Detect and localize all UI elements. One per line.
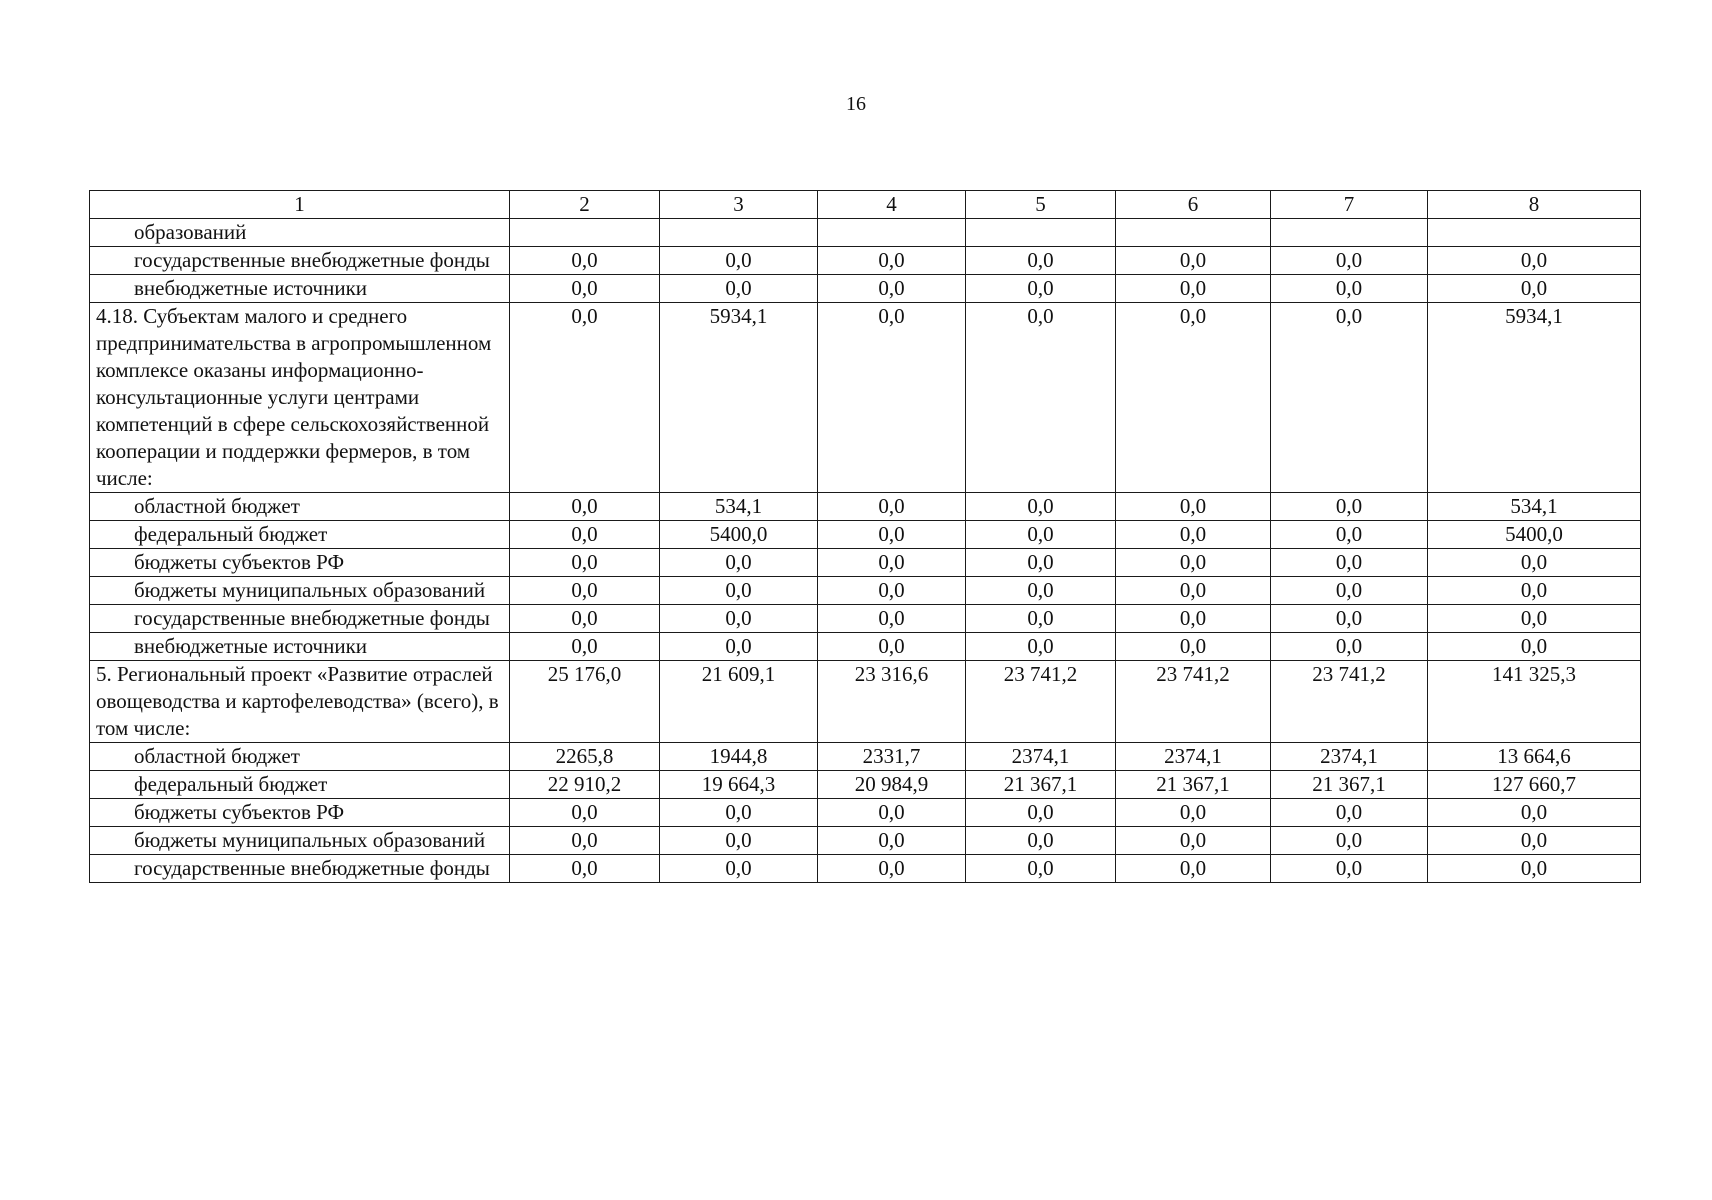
value-cell: 0,0 bbox=[510, 577, 660, 605]
column-header: 2 bbox=[510, 191, 660, 219]
value-cell: 0,0 bbox=[818, 577, 966, 605]
row-label: 4.18. Субъектам малого и среднего предпринимательства в агропромышленном комплексе оказаны информационно-консультационные услуги центрами компетенций в сфере сельскохозяйственной кооперации и поддержки фермеров, в том числе: bbox=[90, 303, 510, 493]
row-label: государственные внебюджетные фонды bbox=[90, 605, 510, 633]
value-cell: 0,0 bbox=[1428, 799, 1641, 827]
value-cell: 127 660,7 bbox=[1428, 771, 1641, 799]
value-cell: 0,0 bbox=[966, 549, 1116, 577]
budget-table bbox=[89, 190, 1641, 883]
value-cell bbox=[1271, 219, 1428, 247]
value-cell bbox=[966, 219, 1116, 247]
value-cell: 0,0 bbox=[1428, 247, 1641, 275]
value-cell: 23 741,2 bbox=[1116, 661, 1271, 743]
value-cell: 0,0 bbox=[818, 827, 966, 855]
value-cell: 0,0 bbox=[1428, 549, 1641, 577]
value-cell: 0,0 bbox=[1428, 827, 1641, 855]
table-row bbox=[90, 303, 1641, 493]
value-cell: 0,0 bbox=[1116, 521, 1271, 549]
value-cell: 0,0 bbox=[660, 605, 818, 633]
value-cell: 0,0 bbox=[1428, 633, 1641, 661]
value-cell: 0,0 bbox=[1271, 521, 1428, 549]
value-cell: 21 609,1 bbox=[660, 661, 818, 743]
table-row bbox=[90, 661, 1641, 743]
value-cell: 0,0 bbox=[966, 799, 1116, 827]
value-cell: 2265,8 bbox=[510, 743, 660, 771]
row-label: бюджеты субъектов РФ bbox=[90, 799, 510, 827]
header-row bbox=[90, 191, 1641, 219]
value-cell: 0,0 bbox=[1271, 247, 1428, 275]
value-cell: 0,0 bbox=[1271, 633, 1428, 661]
table-row bbox=[90, 577, 1641, 605]
value-cell: 0,0 bbox=[1271, 827, 1428, 855]
row-label: областной бюджет bbox=[90, 493, 510, 521]
value-cell: 0,0 bbox=[1428, 577, 1641, 605]
value-cell: 21 367,1 bbox=[1271, 771, 1428, 799]
row-label: областной бюджет bbox=[90, 743, 510, 771]
value-cell: 0,0 bbox=[510, 521, 660, 549]
table-row bbox=[90, 521, 1641, 549]
column-header: 5 bbox=[966, 191, 1116, 219]
value-cell: 0,0 bbox=[1116, 855, 1271, 883]
value-cell: 0,0 bbox=[510, 605, 660, 633]
value-cell: 25 176,0 bbox=[510, 661, 660, 743]
value-cell: 0,0 bbox=[1271, 855, 1428, 883]
value-cell: 0,0 bbox=[966, 493, 1116, 521]
value-cell: 0,0 bbox=[660, 577, 818, 605]
value-cell: 23 741,2 bbox=[1271, 661, 1428, 743]
table-row bbox=[90, 633, 1641, 661]
value-cell: 0,0 bbox=[1271, 275, 1428, 303]
value-cell: 0,0 bbox=[966, 521, 1116, 549]
value-cell: 0,0 bbox=[966, 827, 1116, 855]
table-row bbox=[90, 605, 1641, 633]
column-header: 3 bbox=[660, 191, 818, 219]
value-cell: 19 664,3 bbox=[660, 771, 818, 799]
row-label: бюджеты муниципальных образований bbox=[90, 577, 510, 605]
value-cell: 0,0 bbox=[660, 855, 818, 883]
value-cell: 534,1 bbox=[660, 493, 818, 521]
value-cell: 0,0 bbox=[966, 247, 1116, 275]
row-label: федеральный бюджет bbox=[90, 521, 510, 549]
page-number: 16 bbox=[846, 93, 866, 115]
value-cell: 2374,1 bbox=[966, 743, 1116, 771]
row-label: 5. Региональный проект «Развитие отраслей овощеводства и картофелеводства» (всего), в том числе: bbox=[90, 661, 510, 743]
value-cell: 141 325,3 bbox=[1428, 661, 1641, 743]
value-cell: 0,0 bbox=[1116, 275, 1271, 303]
table-row bbox=[90, 799, 1641, 827]
value-cell: 0,0 bbox=[510, 549, 660, 577]
value-cell: 22 910,2 bbox=[510, 771, 660, 799]
value-cell: 21 367,1 bbox=[1116, 771, 1271, 799]
table-row bbox=[90, 275, 1641, 303]
value-cell: 0,0 bbox=[818, 855, 966, 883]
value-cell: 0,0 bbox=[1116, 549, 1271, 577]
value-cell: 0,0 bbox=[1271, 577, 1428, 605]
value-cell: 0,0 bbox=[1116, 799, 1271, 827]
value-cell: 0,0 bbox=[1116, 827, 1271, 855]
value-cell: 5934,1 bbox=[660, 303, 818, 493]
value-cell: 0,0 bbox=[1116, 303, 1271, 493]
value-cell: 0,0 bbox=[510, 799, 660, 827]
value-cell: 2331,7 bbox=[818, 743, 966, 771]
column-header: 1 bbox=[90, 191, 510, 219]
value-cell: 0,0 bbox=[1116, 633, 1271, 661]
value-cell: 0,0 bbox=[1116, 577, 1271, 605]
value-cell: 0,0 bbox=[818, 247, 966, 275]
value-cell: 0,0 bbox=[966, 303, 1116, 493]
value-cell: 0,0 bbox=[818, 275, 966, 303]
value-cell: 0,0 bbox=[966, 605, 1116, 633]
value-cell: 0,0 bbox=[1271, 799, 1428, 827]
value-cell bbox=[1116, 219, 1271, 247]
value-cell: 0,0 bbox=[660, 633, 818, 661]
value-cell: 0,0 bbox=[660, 827, 818, 855]
column-header: 4 bbox=[818, 191, 966, 219]
row-label: бюджеты субъектов РФ bbox=[90, 549, 510, 577]
row-label: государственные внебюджетные фонды bbox=[90, 855, 510, 883]
value-cell: 0,0 bbox=[966, 577, 1116, 605]
value-cell: 0,0 bbox=[966, 275, 1116, 303]
row-label: государственные внебюджетные фонды bbox=[90, 247, 510, 275]
value-cell: 0,0 bbox=[818, 493, 966, 521]
value-cell: 0,0 bbox=[818, 549, 966, 577]
value-cell: 0,0 bbox=[660, 247, 818, 275]
table-row bbox=[90, 743, 1641, 771]
value-cell: 0,0 bbox=[966, 633, 1116, 661]
column-header: 8 bbox=[1428, 191, 1641, 219]
value-cell bbox=[510, 219, 660, 247]
value-cell: 23 316,6 bbox=[818, 661, 966, 743]
value-cell: 0,0 bbox=[1271, 605, 1428, 633]
value-cell: 5400,0 bbox=[660, 521, 818, 549]
value-cell: 0,0 bbox=[510, 855, 660, 883]
value-cell: 0,0 bbox=[510, 275, 660, 303]
table-row bbox=[90, 771, 1641, 799]
value-cell: 0,0 bbox=[1116, 493, 1271, 521]
value-cell: 5400,0 bbox=[1428, 521, 1641, 549]
value-cell: 0,0 bbox=[1271, 303, 1428, 493]
row-label: бюджеты муниципальных образований bbox=[90, 827, 510, 855]
table-row bbox=[90, 219, 1641, 247]
value-cell: 0,0 bbox=[1428, 855, 1641, 883]
value-cell: 0,0 bbox=[660, 275, 818, 303]
value-cell: 23 741,2 bbox=[966, 661, 1116, 743]
value-cell: 0,0 bbox=[660, 549, 818, 577]
column-header: 6 bbox=[1116, 191, 1271, 219]
value-cell: 0,0 bbox=[818, 633, 966, 661]
value-cell: 0,0 bbox=[1116, 605, 1271, 633]
table-row bbox=[90, 493, 1641, 521]
column-header: 7 bbox=[1271, 191, 1428, 219]
value-cell: 0,0 bbox=[1428, 275, 1641, 303]
value-cell: 0,0 bbox=[660, 799, 818, 827]
value-cell: 0,0 bbox=[510, 247, 660, 275]
row-label: федеральный бюджет bbox=[90, 771, 510, 799]
value-cell: 0,0 bbox=[510, 303, 660, 493]
value-cell: 13 664,6 bbox=[1428, 743, 1641, 771]
value-cell: 534,1 bbox=[1428, 493, 1641, 521]
row-label: образований bbox=[90, 219, 510, 247]
value-cell: 0,0 bbox=[966, 855, 1116, 883]
value-cell: 0,0 bbox=[1271, 493, 1428, 521]
table-row bbox=[90, 247, 1641, 275]
value-cell: 5934,1 bbox=[1428, 303, 1641, 493]
value-cell: 0,0 bbox=[818, 303, 966, 493]
value-cell: 20 984,9 bbox=[818, 771, 966, 799]
value-cell: 2374,1 bbox=[1271, 743, 1428, 771]
value-cell: 0,0 bbox=[818, 521, 966, 549]
table-row bbox=[90, 827, 1641, 855]
value-cell: 0,0 bbox=[1271, 549, 1428, 577]
table-row bbox=[90, 549, 1641, 577]
table-row bbox=[90, 855, 1641, 883]
value-cell: 0,0 bbox=[1116, 247, 1271, 275]
value-cell: 0,0 bbox=[818, 605, 966, 633]
value-cell bbox=[1428, 219, 1641, 247]
value-cell: 0,0 bbox=[818, 799, 966, 827]
value-cell: 1944,8 bbox=[660, 743, 818, 771]
value-cell bbox=[660, 219, 818, 247]
value-cell bbox=[818, 219, 966, 247]
value-cell: 0,0 bbox=[510, 493, 660, 521]
value-cell: 0,0 bbox=[510, 633, 660, 661]
value-cell: 0,0 bbox=[1428, 605, 1641, 633]
row-label: внебюджетные источники bbox=[90, 275, 510, 303]
value-cell: 2374,1 bbox=[1116, 743, 1271, 771]
value-cell: 21 367,1 bbox=[966, 771, 1116, 799]
row-label: внебюджетные источники bbox=[90, 633, 510, 661]
value-cell: 0,0 bbox=[510, 827, 660, 855]
